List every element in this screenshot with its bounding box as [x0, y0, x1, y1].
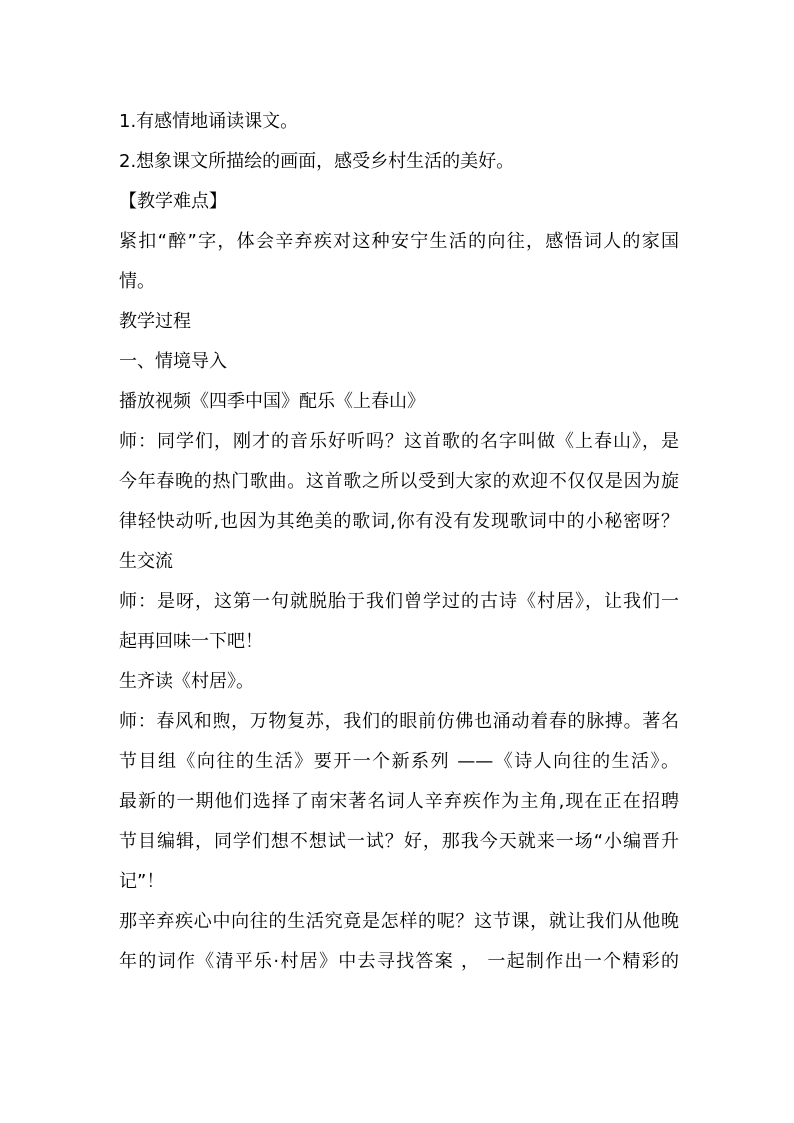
paragraph-line: 最新的一期他们选择了南宋著名词人辛弃疾作为主角,现在正在招聘 — [119, 791, 679, 812]
paragraph-line: 年的词作《清平乐·村居》中去寻找答案 ， 一起制作出一个精彩的 — [119, 951, 679, 972]
paragraph-line: 今年春晚的热门歌曲。这首歌之所以受到大家的欢迎不仅仅是因为旋 — [119, 471, 679, 492]
paragraph-line: 节目编辑，同学们想不想试一试？好，那我今天就来一场“小编晋升 — [119, 831, 679, 852]
paragraph-line: 记”！ — [119, 871, 165, 892]
paragraph-line: 节目组《向往的生活》要开一个新系列 ——《诗人向往的生活》。 — [119, 751, 679, 772]
objective-item-2: 2.想象课文所描绘的画面，感受乡村生活的美好。 — [119, 151, 515, 172]
paragraph-line: 播放视频《四季中国》配乐《上春山》 — [119, 391, 425, 412]
paragraph-line: 紧扣“醉”字，体会辛弃疾对这种安宁生活的向往，感悟词人的家国 — [119, 231, 679, 252]
paragraph-line: 起再回味一下吧！ — [119, 631, 263, 652]
section-heading-process: 教学过程 — [119, 311, 191, 332]
paragraph-line: 师：是呀，这第一句就脱胎于我们曾学过的古诗《村居》，让我们一 — [119, 591, 679, 612]
paragraph-line: 师：同学们，刚才的音乐好听吗？这首歌的名字叫做《上春山》，是 — [119, 431, 679, 452]
paragraph-line: 那辛弃疾心中向往的生活究竟是怎样的呢？这节课，就让我们从他晚 — [119, 911, 679, 932]
paragraph-line: 生齐读《村居》。 — [119, 671, 254, 692]
section-heading-difficulty: 【教学难点】 — [119, 191, 227, 212]
paragraph-line: 律轻快动听,也因为其绝美的歌词,你有没有发现歌词中的小秘密呀？ — [119, 511, 679, 532]
paragraph-line: 情。 — [119, 271, 155, 292]
objective-item-1: 1.有感情地诵读课文。 — [119, 111, 299, 132]
document-body — [119, 102, 679, 982]
subsection-heading-intro: 一、情境导入 — [119, 351, 227, 372]
paragraph-line: 师：春风和煦，万物复苏，我们的眼前仿佛也涌动着春的脉搏。著名 — [119, 711, 679, 732]
paragraph-line: 生交流 — [119, 551, 173, 572]
